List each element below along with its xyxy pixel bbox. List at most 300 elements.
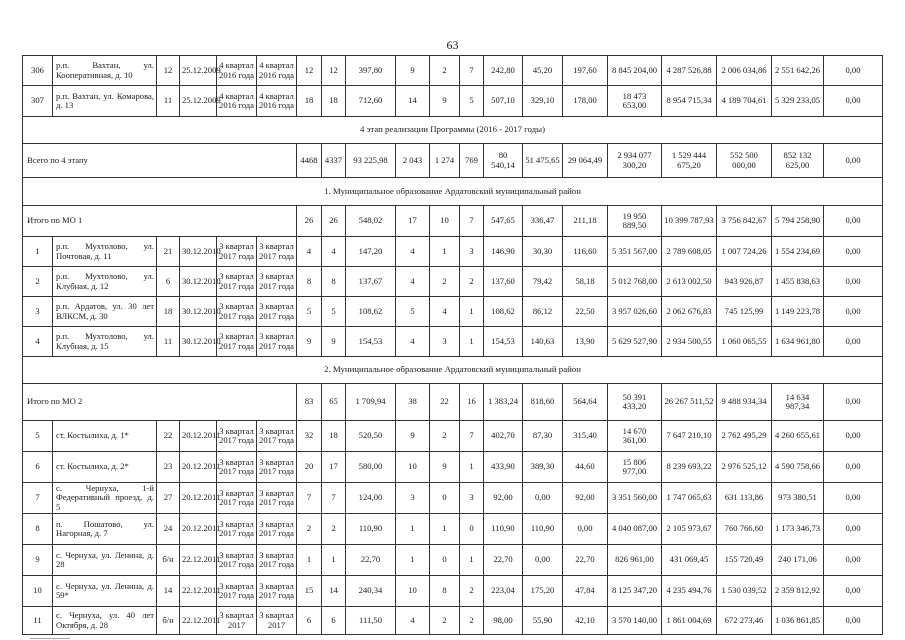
row-number-cell: 10 — [23, 576, 53, 607]
value-cell-15: 92,00 — [563, 483, 608, 514]
value-cell-12: 7 — [460, 421, 484, 452]
value-cell-20: 0,00 — [824, 576, 883, 607]
total-value-cell-17: 26 267 511,52 — [662, 384, 717, 421]
value-cell-18: 745 125,99 — [717, 297, 772, 327]
value-cell-8: 12 — [322, 56, 346, 86]
value-cell-13: 22,70 — [484, 545, 523, 576]
value-cell-15: 178,00 — [563, 86, 608, 117]
value-cell-6: 3 квартал 2017 года — [257, 421, 297, 452]
value-cell-16: 3 957 026,60 — [608, 297, 662, 327]
value-cell-6: 3 квартал 2017 года — [257, 576, 297, 607]
value-cell-10: 9 — [396, 421, 430, 452]
total-value-cell-16: 2 934 077 300,20 — [608, 144, 662, 178]
value-cell-6: 3 квартал 2017 года — [257, 327, 297, 357]
value-cell-3: 27 — [157, 483, 180, 514]
value-cell-11: 1 — [430, 514, 460, 545]
value-cell-19: 240 171,06 — [772, 545, 824, 576]
value-cell-10: 10 — [396, 452, 430, 483]
value-cell-19: 4 260 655,61 — [772, 421, 824, 452]
total-value-cell-19: 14 634 987,34 — [772, 384, 824, 421]
scan-mark — [30, 638, 70, 639]
total-value-cell-15: 211,18 — [563, 206, 608, 237]
value-cell-8: 7 — [322, 483, 346, 514]
address-cell: с. Чернуха, 1-й Федеративный проезд, д. 5 — [53, 483, 157, 514]
value-cell-12: 5 — [460, 86, 484, 117]
value-cell-3: 18 — [157, 297, 180, 327]
value-cell-4: 25.12.2009 — [180, 86, 217, 117]
value-cell-10: 1 — [396, 545, 430, 576]
value-cell-12: 1 — [460, 452, 484, 483]
value-cell-9: 22,70 — [346, 545, 396, 576]
value-cell-5: 3 квартал 2017 года — [217, 452, 257, 483]
section-heading-row — [23, 117, 883, 144]
value-cell-16: 8 125 347,20 — [608, 576, 662, 607]
total-value-cell-18: 552 500 000,00 — [717, 144, 772, 178]
section-heading-row — [23, 178, 883, 206]
value-cell-17: 1 861 004,69 — [662, 607, 717, 635]
value-cell-9: 110,90 — [346, 514, 396, 545]
value-cell-14: 175,20 — [523, 576, 563, 607]
table-row — [23, 421, 883, 452]
value-cell-5: 3 квартал 2017 года — [217, 483, 257, 514]
value-cell-20: 0,00 — [824, 514, 883, 545]
value-cell-12: 3 — [460, 483, 484, 514]
value-cell-3: б/н — [157, 545, 180, 576]
row-number-cell: 9 — [23, 545, 53, 576]
value-cell-13: 433,90 — [484, 452, 523, 483]
table-row — [23, 56, 883, 86]
row-number-cell: 307 — [23, 86, 53, 117]
value-cell-7: 8 — [297, 267, 322, 297]
value-cell-5: 3 квартал 2017 года — [217, 421, 257, 452]
value-cell-11: 2 — [430, 421, 460, 452]
table-row — [23, 607, 883, 635]
value-cell-5: 3 квартал 2017 года — [217, 514, 257, 545]
value-cell-5: 4 квартал 2016 года — [217, 86, 257, 117]
total-value-cell-9: 548,02 — [346, 206, 396, 237]
value-cell-15: 42,10 — [563, 607, 608, 635]
row-number-cell: 1 — [23, 237, 53, 267]
row-number-cell: 6 — [23, 452, 53, 483]
value-cell-17: 4 235 494,76 — [662, 576, 717, 607]
value-cell-14: 329,10 — [523, 86, 563, 117]
value-cell-10: 4 — [396, 327, 430, 357]
value-cell-20: 0,00 — [824, 86, 883, 117]
value-cell-15: 47,84 — [563, 576, 608, 607]
value-cell-6: 3 квартал 2017 года — [257, 267, 297, 297]
value-cell-18: 631 113,86 — [717, 483, 772, 514]
table-row — [23, 267, 883, 297]
value-cell-7: 4 — [297, 237, 322, 267]
value-cell-5: 3 квартал 2017 года — [217, 327, 257, 357]
value-cell-17: 431 069,45 — [662, 545, 717, 576]
value-cell-18: 4 189 704,61 — [717, 86, 772, 117]
value-cell-16: 3 351 560,00 — [608, 483, 662, 514]
value-cell-12: 0 — [460, 514, 484, 545]
value-cell-4: 30.12.2010 — [180, 297, 217, 327]
value-cell-9: 124,00 — [346, 483, 396, 514]
value-cell-14: 0,00 — [523, 483, 563, 514]
total-value-cell-16: 19 950 889,50 — [608, 206, 662, 237]
value-cell-5: 3 квартал 2017 года — [217, 297, 257, 327]
section-heading: 4 этап реализации Программы (2016 - 2017 годы) — [23, 117, 883, 144]
value-cell-13: 146,90 — [484, 237, 523, 267]
value-cell-15: 22,70 — [563, 545, 608, 576]
value-cell-5: 3 квартал 2017 — [217, 607, 257, 635]
value-cell-13: 402,70 — [484, 421, 523, 452]
value-cell-16: 8 845 204,00 — [608, 56, 662, 86]
table-row — [23, 86, 883, 117]
value-cell-4: 30.12.2010 — [180, 267, 217, 297]
value-cell-5: 3 квартал 2017 года — [217, 267, 257, 297]
table-row — [23, 237, 883, 267]
value-cell-6: 3 квартал 2017 года — [257, 545, 297, 576]
value-cell-9: 154,53 — [346, 327, 396, 357]
value-cell-5: 3 квартал 2017 года — [217, 237, 257, 267]
value-cell-3: 22 — [157, 421, 180, 452]
value-cell-7: 15 — [297, 576, 322, 607]
value-cell-6: 3 квартал 2017 — [257, 607, 297, 635]
address-cell: ст. Костылиха, д. 1* — [53, 421, 157, 452]
value-cell-6: 4 квартал 2016 года — [257, 86, 297, 117]
total-value-cell-14: 51 475,65 — [523, 144, 563, 178]
value-cell-16: 826 961,00 — [608, 545, 662, 576]
section-heading: 1. Муниципальное образование Ардатовский муниципальный район — [23, 178, 883, 206]
value-cell-19: 2 551 642,26 — [772, 56, 824, 86]
table-row — [23, 297, 883, 327]
value-cell-11: 0 — [430, 545, 460, 576]
value-cell-7: 5 — [297, 297, 322, 327]
value-cell-20: 0,00 — [824, 452, 883, 483]
value-cell-11: 2 — [430, 267, 460, 297]
total-value-cell-14: 818,60 — [523, 384, 563, 421]
value-cell-9: 397,80 — [346, 56, 396, 86]
row-number-cell: 306 — [23, 56, 53, 86]
address-cell: с. Чернуха, ул. Ленина, д. 59* — [53, 576, 157, 607]
table-row — [23, 576, 883, 607]
value-cell-15: 13,90 — [563, 327, 608, 357]
total-value-cell-19: 852 132 625,00 — [772, 144, 824, 178]
value-cell-11: 3 — [430, 327, 460, 357]
value-cell-9: 147,20 — [346, 237, 396, 267]
value-cell-8: 18 — [322, 421, 346, 452]
value-cell-16: 18 473 653,00 — [608, 86, 662, 117]
total-row — [23, 206, 883, 237]
value-cell-8: 18 — [322, 86, 346, 117]
value-cell-18: 2 762 495,29 — [717, 421, 772, 452]
value-cell-17: 2 105 973,67 — [662, 514, 717, 545]
value-cell-18: 155 720,49 — [717, 545, 772, 576]
value-cell-14: 45,20 — [523, 56, 563, 86]
value-cell-13: 137,60 — [484, 267, 523, 297]
address-cell: ст. Костылиха, д. 2* — [53, 452, 157, 483]
total-value-cell-9: 93 225,98 — [346, 144, 396, 178]
total-value-cell-14: 336,47 — [523, 206, 563, 237]
total-value-cell-17: 1 529 444 675,20 — [662, 144, 717, 178]
value-cell-14: 86,12 — [523, 297, 563, 327]
value-cell-11: 9 — [430, 86, 460, 117]
total-value-cell-13: 80 540,14 — [484, 144, 523, 178]
address-cell: р.п. Мухтолово, ул. Клубная, д. 12 — [53, 267, 157, 297]
total-value-cell-13: 1 383,24 — [484, 384, 523, 421]
value-cell-15: 116,60 — [563, 237, 608, 267]
value-cell-3: 12 — [157, 56, 180, 86]
address-cell: р.п. Мухтолово, ул. Клубная, д. 15 — [53, 327, 157, 357]
value-cell-20: 0,00 — [824, 297, 883, 327]
total-value-cell-15: 564,64 — [563, 384, 608, 421]
value-cell-17: 2 613 002,50 — [662, 267, 717, 297]
value-cell-4: 30.12.2010 — [180, 327, 217, 357]
value-cell-20: 0,00 — [824, 607, 883, 635]
value-cell-12: 3 — [460, 237, 484, 267]
value-cell-18: 2 006 034,86 — [717, 56, 772, 86]
row-number-cell: 3 — [23, 297, 53, 327]
row-number-cell: 8 — [23, 514, 53, 545]
value-cell-9: 137,67 — [346, 267, 396, 297]
value-cell-6: 4 квартал 2016 года — [257, 56, 297, 86]
value-cell-3: 14 — [157, 576, 180, 607]
value-cell-13: 242,80 — [484, 56, 523, 86]
section-heading: 2. Муниципальное образование Ардатовский муниципальный район — [23, 357, 883, 384]
value-cell-12: 1 — [460, 545, 484, 576]
value-cell-6: 3 квартал 2017 года — [257, 237, 297, 267]
value-cell-11: 0 — [430, 483, 460, 514]
total-value-cell-11: 1 274 — [430, 144, 460, 178]
total-value-cell-8: 4337 — [322, 144, 346, 178]
value-cell-20: 0,00 — [824, 421, 883, 452]
value-cell-17: 4 287 526,88 — [662, 56, 717, 86]
value-cell-16: 15 806 977,00 — [608, 452, 662, 483]
total-value-cell-8: 26 — [322, 206, 346, 237]
value-cell-17: 2 789 608,05 — [662, 237, 717, 267]
value-cell-12: 1 — [460, 327, 484, 357]
value-cell-14: 0,00 — [523, 545, 563, 576]
total-value-cell-8: 65 — [322, 384, 346, 421]
value-cell-20: 0,00 — [824, 56, 883, 86]
value-cell-11: 8 — [430, 576, 460, 607]
value-cell-10: 1 — [396, 514, 430, 545]
total-value-cell-18: 3 756 842,67 — [717, 206, 772, 237]
value-cell-9: 580,00 — [346, 452, 396, 483]
value-cell-13: 154,53 — [484, 327, 523, 357]
total-row — [23, 144, 883, 178]
value-cell-3: 24 — [157, 514, 180, 545]
value-cell-18: 943 926,87 — [717, 267, 772, 297]
address-cell: р.п. Ардатов, ул. 30 лет ВЛКСМ, д. 30 — [53, 297, 157, 327]
value-cell-10: 9 — [396, 56, 430, 86]
value-cell-13: 92,00 — [484, 483, 523, 514]
housing-program-table — [22, 55, 883, 635]
value-cell-13: 507,10 — [484, 86, 523, 117]
table-row — [23, 327, 883, 357]
value-cell-8: 2 — [322, 514, 346, 545]
value-cell-16: 14 670 361,00 — [608, 421, 662, 452]
total-value-cell-10: 2 043 — [396, 144, 430, 178]
value-cell-10: 4 — [396, 267, 430, 297]
value-cell-12: 1 — [460, 297, 484, 327]
value-cell-4: 30.12.2010 — [180, 237, 217, 267]
total-value-cell-20: 0,00 — [824, 206, 883, 237]
value-cell-7: 18 — [297, 86, 322, 117]
value-cell-13: 98,00 — [484, 607, 523, 635]
value-cell-14: 110,90 — [523, 514, 563, 545]
value-cell-19: 1 173 346,73 — [772, 514, 824, 545]
value-cell-18: 760 766,60 — [717, 514, 772, 545]
value-cell-12: 2 — [460, 576, 484, 607]
value-cell-14: 55,90 — [523, 607, 563, 635]
value-cell-11: 9 — [430, 452, 460, 483]
value-cell-19: 5 329 233,05 — [772, 86, 824, 117]
value-cell-8: 5 — [322, 297, 346, 327]
value-cell-17: 8 954 715,34 — [662, 86, 717, 117]
total-value-cell-11: 22 — [430, 384, 460, 421]
value-cell-18: 2 976 525,12 — [717, 452, 772, 483]
total-row — [23, 384, 883, 421]
value-cell-20: 0,00 — [824, 327, 883, 357]
total-value-cell-7: 4468 — [297, 144, 322, 178]
value-cell-12: 7 — [460, 56, 484, 86]
value-cell-19: 1 149 223,78 — [772, 297, 824, 327]
value-cell-13: 223,04 — [484, 576, 523, 607]
value-cell-15: 58,18 — [563, 267, 608, 297]
value-cell-4: 20.12.2011 — [180, 452, 217, 483]
value-cell-9: 108,62 — [346, 297, 396, 327]
value-cell-6: 3 квартал 2017 года — [257, 297, 297, 327]
value-cell-5: 4 квартал 2016 года — [217, 56, 257, 86]
value-cell-12: 2 — [460, 267, 484, 297]
address-cell: р.п. Мухтолово, ул. Почтовая, д. 11 — [53, 237, 157, 267]
address-cell: р.п. Вахтан, ул. Кооперативная, д. 10 — [53, 56, 157, 86]
row-number-cell: 4 — [23, 327, 53, 357]
total-value-cell-13: 547,65 — [484, 206, 523, 237]
value-cell-7: 6 — [297, 607, 322, 635]
value-cell-9: 712,60 — [346, 86, 396, 117]
value-cell-9: 520,50 — [346, 421, 396, 452]
section-heading-row — [23, 357, 883, 384]
value-cell-19: 2 359 812,92 — [772, 576, 824, 607]
value-cell-7: 9 — [297, 327, 322, 357]
value-cell-17: 7 647 210,10 — [662, 421, 717, 452]
value-cell-11: 1 — [430, 237, 460, 267]
value-cell-3: 21 — [157, 237, 180, 267]
value-cell-19: 973 380,51 — [772, 483, 824, 514]
row-number-cell: 11 — [23, 607, 53, 635]
address-cell: с. Чернуха, ул. 40 лет Октября, д. 28 — [53, 607, 157, 635]
value-cell-20: 0,00 — [824, 545, 883, 576]
address-cell: р.п. Вахтан, ул. Комарова, д. 13 — [53, 86, 157, 117]
value-cell-18: 1 060 065,55 — [717, 327, 772, 357]
value-cell-10: 5 — [396, 297, 430, 327]
value-cell-3: 11 — [157, 327, 180, 357]
total-value-cell-10: 38 — [396, 384, 430, 421]
total-value-cell-7: 26 — [297, 206, 322, 237]
value-cell-20: 0,00 — [824, 483, 883, 514]
value-cell-18: 1 530 039,52 — [717, 576, 772, 607]
value-cell-10: 10 — [396, 576, 430, 607]
value-cell-18: 1 007 724,26 — [717, 237, 772, 267]
value-cell-18: 672 273,46 — [717, 607, 772, 635]
address-cell: с. Чернуха, ул. Ленина, д. 28 — [53, 545, 157, 576]
value-cell-8: 6 — [322, 607, 346, 635]
value-cell-10: 3 — [396, 483, 430, 514]
value-cell-19: 4 590 758,66 — [772, 452, 824, 483]
value-cell-7: 20 — [297, 452, 322, 483]
total-value-cell-12: 7 — [460, 206, 484, 237]
table-row — [23, 545, 883, 576]
value-cell-12: 2 — [460, 607, 484, 635]
value-cell-15: 197,60 — [563, 56, 608, 86]
table-row — [23, 514, 883, 545]
value-cell-16: 5 351 567,00 — [608, 237, 662, 267]
value-cell-4: 20.12.2011 — [180, 483, 217, 514]
total-value-cell-17: 10 399 787,93 — [662, 206, 717, 237]
total-value-cell-11: 10 — [430, 206, 460, 237]
value-cell-8: 4 — [322, 237, 346, 267]
total-value-cell-12: 16 — [460, 384, 484, 421]
value-cell-14: 140,63 — [523, 327, 563, 357]
value-cell-3: 11 — [157, 86, 180, 117]
value-cell-13: 108,62 — [484, 297, 523, 327]
value-cell-11: 2 — [430, 56, 460, 86]
value-cell-3: б/н — [157, 607, 180, 635]
value-cell-7: 1 — [297, 545, 322, 576]
value-cell-19: 1 634 961,80 — [772, 327, 824, 357]
value-cell-10: 14 — [396, 86, 430, 117]
value-cell-17: 2 934 500,55 — [662, 327, 717, 357]
value-cell-17: 2 062 676,83 — [662, 297, 717, 327]
value-cell-14: 87,30 — [523, 421, 563, 452]
value-cell-7: 2 — [297, 514, 322, 545]
value-cell-3: 23 — [157, 452, 180, 483]
total-value-cell-7: 83 — [297, 384, 322, 421]
value-cell-6: 3 квартал 2017 года — [257, 514, 297, 545]
value-cell-20: 0,00 — [824, 237, 883, 267]
value-cell-3: 6 — [157, 267, 180, 297]
value-cell-8: 17 — [322, 452, 346, 483]
row-number-cell: 5 — [23, 421, 53, 452]
value-cell-13: 110,90 — [484, 514, 523, 545]
value-cell-5: 3 квартал 2017 года — [217, 545, 257, 576]
value-cell-20: 0,00 — [824, 267, 883, 297]
total-value-cell-16: 50 391 433,20 — [608, 384, 662, 421]
value-cell-9: 111,50 — [346, 607, 396, 635]
total-value-cell-15: 29 064,49 — [563, 144, 608, 178]
value-cell-7: 12 — [297, 56, 322, 86]
value-cell-6: 3 квартал 2017 года — [257, 452, 297, 483]
value-cell-15: 44,60 — [563, 452, 608, 483]
value-cell-19: 1 036 861,85 — [772, 607, 824, 635]
total-label-cell: Итого по МО 1 — [23, 206, 297, 237]
address-cell: п. Пошатово, ул. Нагорная, д. 7 — [53, 514, 157, 545]
value-cell-4: 22.12.2011 — [180, 545, 217, 576]
row-number-cell: 7 — [23, 483, 53, 514]
value-cell-16: 5 012 768,00 — [608, 267, 662, 297]
value-cell-8: 1 — [322, 545, 346, 576]
total-value-cell-18: 9 488 934,34 — [717, 384, 772, 421]
value-cell-14: 79,42 — [523, 267, 563, 297]
page-number: 63 — [446, 38, 459, 52]
total-value-cell-10: 17 — [396, 206, 430, 237]
value-cell-15: 0,00 — [563, 514, 608, 545]
value-cell-6: 3 квартал 2017 года — [257, 483, 297, 514]
value-cell-16: 3 570 140,00 — [608, 607, 662, 635]
value-cell-7: 7 — [297, 483, 322, 514]
value-cell-8: 8 — [322, 267, 346, 297]
total-value-cell-20: 0,00 — [824, 384, 883, 421]
value-cell-4: 22.12.2011 — [180, 576, 217, 607]
value-cell-9: 240,34 — [346, 576, 396, 607]
total-value-cell-19: 5 794 258,90 — [772, 206, 824, 237]
